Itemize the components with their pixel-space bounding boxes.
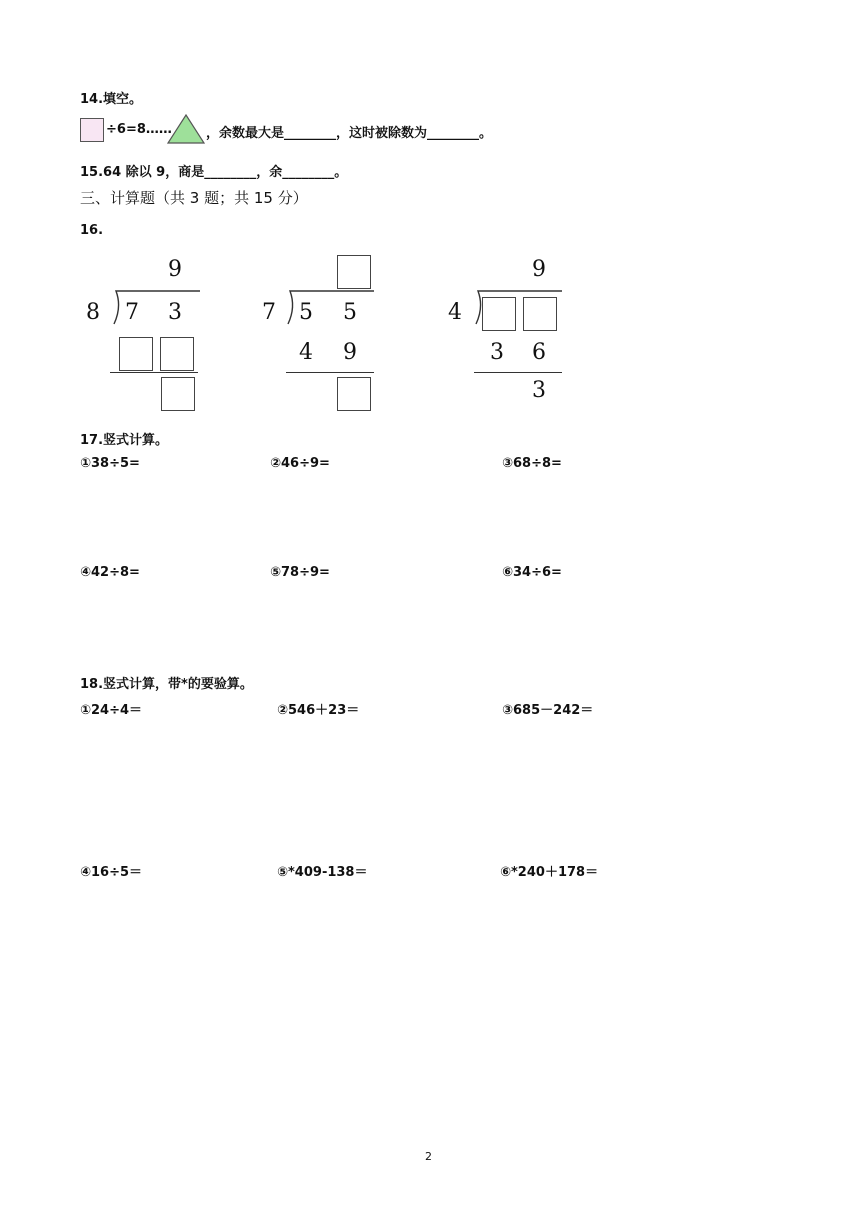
d2-product-tens: 4 [299,340,313,365]
d3-dividend-ones-box[interactable] [523,297,557,331]
d3-product-tens: 3 [490,340,504,365]
q14-text: ，余数最大是________，这时被除数为________。 [206,126,493,141]
q18-item-6: ⑥*240＋178＝ [500,865,599,880]
d2-line [286,372,374,373]
q17-item-1: ①38÷5= [80,456,140,471]
section-3-title: 三、计算题（共 3 题；共 15 分） [80,189,308,207]
d2-remainder-box[interactable] [337,377,371,411]
q17-item-3: ③68÷8= [502,456,562,471]
d1-line [110,372,198,373]
d2-quotient-box[interactable] [337,255,371,289]
q18-item-2: ②546＋23＝ [277,703,360,718]
d3-remainder: 3 [532,378,546,403]
d2-dividend-tens: 5 [299,300,313,325]
d1-remainder-box[interactable] [161,377,195,411]
q17-item-5: ⑤78÷9= [270,565,330,580]
q18-item-3: ③685－242＝ [502,703,594,718]
d1-bracket [108,290,202,326]
d1-dividend-ones: 3 [168,300,182,325]
q14-expression: ÷6=8…… [106,122,172,137]
d1-product-ones-box[interactable] [160,337,194,371]
d1-divisor: 8 [86,300,100,325]
d3-quotient: 9 [532,257,546,282]
q18-item-4: ④16÷5＝ [80,865,143,880]
q14-triangle-icon[interactable] [166,113,206,145]
q17-item-4: ④42÷8= [80,565,140,580]
d2-dividend-ones: 5 [343,300,357,325]
d2-product-ones: 9 [343,340,357,365]
q17-title: 17.竖式计算。 [80,433,169,448]
d2-divisor: 7 [262,300,276,325]
q16-title: 16. [80,223,104,238]
page-number: 2 [425,1150,432,1163]
q18-title: 18.竖式计算，带*的要验算。 [80,677,253,692]
d1-product-tens-box[interactable] [119,337,153,371]
d1-dividend-tens: 7 [125,300,139,325]
d3-line [474,372,562,373]
q18-item-1: ①24÷4＝ [80,703,143,718]
d3-divisor: 4 [448,300,462,325]
q17-item-6: ⑥34÷6= [502,565,562,580]
q14-title: 14.填空。 [80,92,143,107]
d3-product-ones: 6 [532,340,546,365]
d3-dividend-tens-box[interactable] [482,297,516,331]
d1-quotient: 9 [168,257,182,282]
q18-item-5: ⑤*409-138＝ [277,865,368,880]
q15-text: 15.64 除以 9，商是________，余________。 [80,165,348,180]
q14-blank-box[interactable] [80,118,104,142]
d2-bracket [282,290,376,326]
q17-item-2: ②46÷9= [270,456,330,471]
